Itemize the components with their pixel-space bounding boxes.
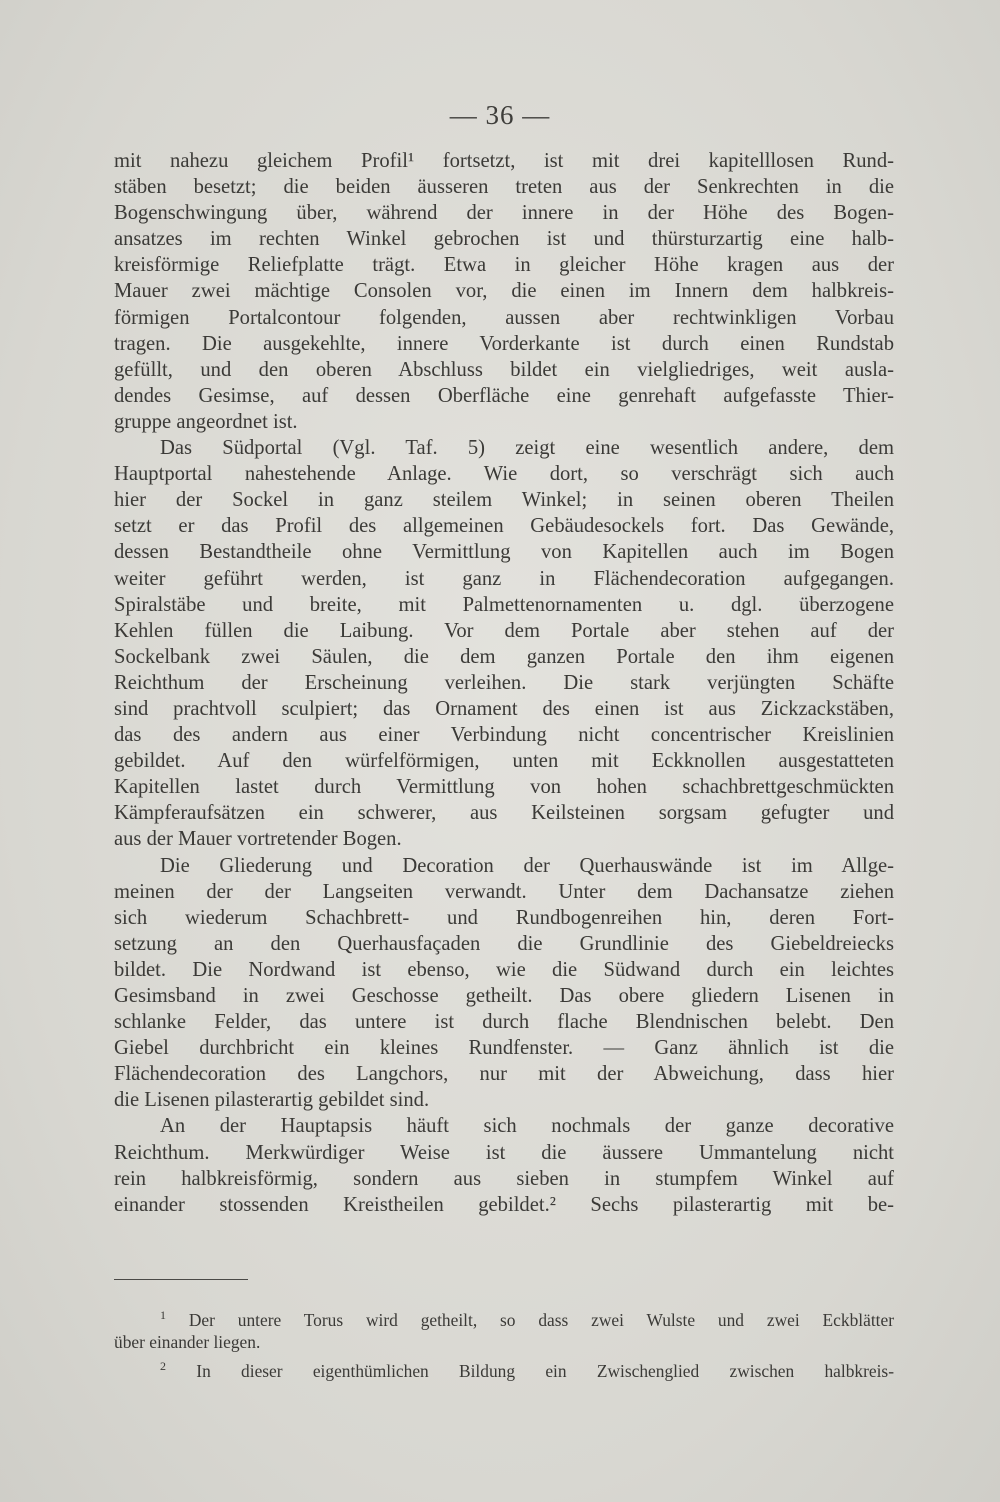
footnote-text: Der untere Torus wird getheilt, so dass zwei Wulste und zwei Eckblätter xyxy=(188,1310,894,1330)
text-line: aus der Mauer vortretender Bogen. xyxy=(114,828,402,851)
text-line: dessen Bestandtheile ohne Vermittlung von Kapitellen auch im Bogen xyxy=(114,541,894,564)
body-text xyxy=(114,148,894,1218)
footnote-marker: 2 xyxy=(160,1359,166,1374)
text-line: mit nahezu gleichem Profil¹ fortsetzt, ist mit drei kapitelllosen Rund- xyxy=(114,150,894,172)
text-line: Kehlen füllen die Laibung. Vor dem Portale aber stehen auf der xyxy=(114,619,894,642)
footnote-line xyxy=(114,1310,894,1332)
text-line: meinen der der Langseiten verwandt. Unter dem Dachansatze ziehen xyxy=(114,880,894,903)
text-line: die Lisenen pilasterartig gebildet sind. xyxy=(114,1089,430,1112)
text-line: setzung an den Querhausfaçaden die Grundlinie des Giebeldreiecks xyxy=(114,932,894,955)
footnote-line: über einander liegen. xyxy=(114,1331,261,1352)
text-line: sind prachtvoll sculpiert; das Ornament des einen ist aus Zickzackstäben, xyxy=(114,697,894,720)
text-line: bildet. Die Nordwand ist ebenso, wie die Südwand durch ein leichtes xyxy=(114,958,894,981)
text-line: Das Südportal (Vgl. Taf. 5) zeigt eine wesentlich andere, dem xyxy=(160,437,894,460)
text-line: Spiralstäbe und breite, mit Palmettenornamenten u. dgl. überzogene xyxy=(114,593,894,616)
text-line: Kapitellen lastet durch Vermittlung von hohen schachbrettgeschmückten xyxy=(114,776,894,799)
footnote-2 xyxy=(114,1361,894,1383)
text-line: stäben besetzt; die beiden äusseren treten aus der Senkrechten in die xyxy=(114,176,894,199)
footnote-marker: 1 xyxy=(160,1308,166,1323)
text-line: Flächendecoration des Langchors, nur mit der Abweichung, dass hier xyxy=(114,1063,894,1086)
text-line: tragen. Die ausgekehlte, innere Vorderkante ist durch einen Rundstab xyxy=(114,332,894,355)
text-line: gruppe angeordnet ist. xyxy=(114,410,298,433)
text-line: Giebel durchbricht ein kleines Rundfenster. — Ganz ähnlich ist die xyxy=(114,1037,894,1060)
text-line: Sockelbank zwei Säulen, die dem ganzen Portale den ihm eigenen xyxy=(114,645,894,668)
text-line: Hauptportal nahestehende Anlage. Wie dort, so verschrägt sich auch xyxy=(114,463,894,486)
text-line: Kämpferaufsätzen ein schwerer, aus Keilsteinen sorgsam gefugter und xyxy=(114,802,894,825)
text-line: Reichthum. Merkwürdiger Weise ist die äussere Ummantelung nicht xyxy=(114,1141,894,1164)
page-number: — 36 — xyxy=(449,100,551,130)
text-line: sich wiederum Schachbrett- und Rundbogenreihen hin, deren Fort- xyxy=(114,906,894,929)
text-line: Die Gliederung und Decoration der Querhauswände ist im Allge- xyxy=(160,854,894,877)
text-line: Bogenschwingung über, während der innere in der Höhe des Bogen- xyxy=(114,202,894,225)
footnote-divider xyxy=(114,1279,248,1280)
footnote-1 xyxy=(114,1310,894,1353)
text-line: weiter geführt werden, ist ganz in Flächendecoration aufgegangen. xyxy=(114,567,894,590)
text-line: Gesimsband in zwei Geschosse getheilt. Das obere gliedern Lisenen in xyxy=(114,985,894,1007)
text-line: rein halbkreisförmig, sondern aus sieben in stumpfem Winkel auf xyxy=(114,1167,894,1190)
text-line: Mauer zwei mächtige Consolen vor, die einen im Innern dem halbkreis- xyxy=(114,280,894,303)
text-line: hier der Sockel in ganz steilem Winkel; in seinen oberen Theilen xyxy=(114,489,894,512)
text-line: förmigen Portalcontour folgenden, aussen aber rechtwinkligen Vorbau xyxy=(114,306,894,329)
text-line: einander stossenden Kreistheilen gebildet.² Sechs pilasterartig mit be- xyxy=(114,1193,894,1216)
text-line: gefüllt, und den oberen Abschluss bildet ein vielgliedriges, weit ausla- xyxy=(114,358,894,381)
footnote-text: In dieser eigenthümlichen Bildung ein Zwischenglied zwischen halbkreis- xyxy=(196,1361,894,1381)
text-line: kreisförmige Reliefplatte trägt. Etwa in gleicher Höhe kragen aus der xyxy=(114,254,894,277)
text-line: An der Hauptapsis häuft sich nochmals der ganze decorative xyxy=(160,1115,894,1138)
text-line: dendes Gesimse, auf dessen Oberfläche eine genrehaft aufgefasste Thier- xyxy=(114,384,894,407)
text-line: Reichthum der Erscheinung verleihen. Die stark verjüngten Schäfte xyxy=(114,671,894,694)
text-line: das des andern aus einer Verbindung nicht concentrischer Kreislinien xyxy=(114,724,894,747)
text-line: ansatzes im rechten Winkel gebrochen ist und thürsturzartig eine halb- xyxy=(114,228,894,251)
footnote-line xyxy=(114,1361,894,1383)
footnotes xyxy=(114,1310,894,1391)
text-line: setzt er das Profil des allgemeinen Gebäudesockels fort. Das Gewände, xyxy=(114,515,894,538)
text-line: gebildet. Auf den würfelförmigen, unten mit Eckknollen ausgestatteten xyxy=(114,750,894,773)
text-line: schlanke Felder, das untere ist durch flache Blendnischen belebt. Den xyxy=(114,1011,894,1034)
